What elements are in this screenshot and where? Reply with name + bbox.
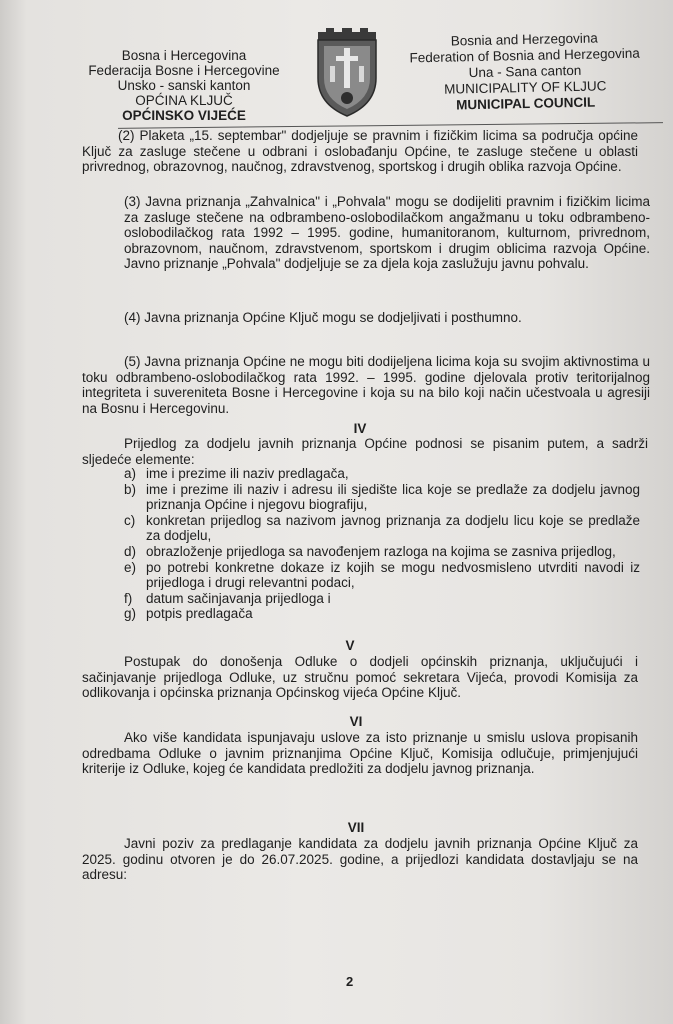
paragraph-4: (4) Javna priznanja Općine Ključ mogu se dodjeljivati i posthumno.: [124, 310, 522, 325]
elements-list: [124, 466, 640, 622]
paragraph-5: (5) Javna priznanja Općine ne mogu biti dodijeljena licima koja su svojim aktivnostima u toku odbrambeno-oslobodilačkog rata 1992. – 1995. godine djelovala protiv teritorijalnog integriteta i suvereniteta Bosne i Hercegovine i koja su na bilo koji način učestvoala u agresiji na Bosnu i Hercegovinu.: [82, 354, 650, 416]
list-item: e) po potrebi konkretne dokaze iz kojih se mogu nedvosmisleno utvrditi navodi iz prijedloga i drugi relevantni podaci,: [124, 559, 640, 591]
section-vi-title: VI: [349, 714, 363, 729]
section-v-text: Postupak do donošenja Odluke o dodjeli općinskih priznanja, uključujući i sačinjavanje prijedloga Odluke, uz stručnu pomoć sekretara Vijeća, provodi Komisija za odlikovanja i općinska priznanja Općinskog vijeća Općine Ključ.: [82, 654, 638, 701]
list-item: b) ime i prezime ili naziv i adresu ili sjedište lica koje se predlaže za dodjelu javnog priznanja Općine i njegovu biografiju,: [124, 481, 640, 513]
section-vii-text: Javni poziv za predlaganje kandidata za dodjelu javnih priznanja Općine Ključ za 2025. godinu otvoren je do 26.07.2025. godine, a prijedlozi kandidata dostavljaju se na adresu:: [82, 836, 638, 883]
header-right-line-5: MUNICIPAL COUNCIL: [456, 94, 596, 113]
header-right-line-2: Federation of Bosnia and Herzegovina: [409, 45, 640, 66]
header-right-line-1: Bosnia and Herzegovina: [450, 30, 599, 49]
header-right-line-3: Una - Sana canton: [468, 62, 582, 81]
list-item: d) obrazloženje prijedloga sa navođenjem razloga na kojima se zasniva prijedlog,: [124, 543, 616, 559]
municipal-coat-of-arms-icon: [312, 26, 382, 118]
header-left-line-3: Unsko - sanski kanton: [117, 78, 251, 93]
paragraph-3: (3) Javna priznanja „Zahvalnica" i „Pohvala" mogu se dodijeliti pravnim i fizičkim licima za zasluge stečene na odbrambeno-oslobodilačkom angažmanu u toku odbrambeno-oslobodilačkog rata 1992 – 1995. godine, humanitoranom, kulturnom, privrednom, obrazovnom, naučnom, zdravstvenom, sportskom i drugim oblicima razvoja Općine. Javno priznanje „Pohvala" dodjeljuje se za djela koja zaslužuju javnu pohvalu.: [124, 194, 650, 272]
list-item: a) ime i prezime ili naziv predlagača,: [124, 466, 349, 481]
list-item: c) konkretan prijedlog sa nazivom javnog priznanja za dodjelu licu koje se predlaže za dodjelu,: [124, 512, 640, 544]
section-v-title: V: [345, 638, 355, 653]
header-left: [74, 48, 294, 123]
section-iv-title: IV: [353, 421, 367, 436]
section-vi-text: Ako više kandidata ispunjavaju uslove za isto priznanje u smislu uslova propisanih odredbama Odluke o javnim priznanjima Općine Ključ, Komisija odlučuje, primjenjujući kriterije iz Odluke, kojeg će kandidata predložiti za dodjelu javnog priznanja.: [82, 730, 638, 777]
header-left-line-4: OPĆINA KLJUČ: [135, 93, 233, 108]
list-item: f) datum sačinjavanja prijedloga i: [124, 590, 331, 606]
list-item: g) potpis predlagača: [124, 606, 253, 622]
header-left-line-1: Bosna i Hercegovina: [121, 48, 247, 63]
header-left-line-5: OPĆINSKO VIJEĆE: [122, 108, 246, 123]
page-number: 2: [346, 974, 354, 989]
paragraph-2: (2) Plaketa „15. septembar" dodjeljuje se pravnim i fizičkim licima sa područja općine Ključ za zasluge stečene u odbrani i oslobađanju Općine, te zasluge stečene u oblasti privrednog, obrazovnog, naučnog, zdravstvenog, sportskog i drugih oblika razvoja Općine.: [82, 128, 638, 175]
header-right-line-4: MUNICIPALITY OF KLJUC: [444, 78, 607, 97]
header-right: [399, 29, 651, 114]
section-iv-intro: Prijedlog za dodjelu javnih priznanja Općine podnosi se pisanim putem, a sadrži sljedeće elemente:: [82, 436, 648, 467]
header-left-line-2: Federacija Bosne i Hercegovine: [88, 63, 280, 78]
section-vii-title: VII: [347, 820, 365, 835]
